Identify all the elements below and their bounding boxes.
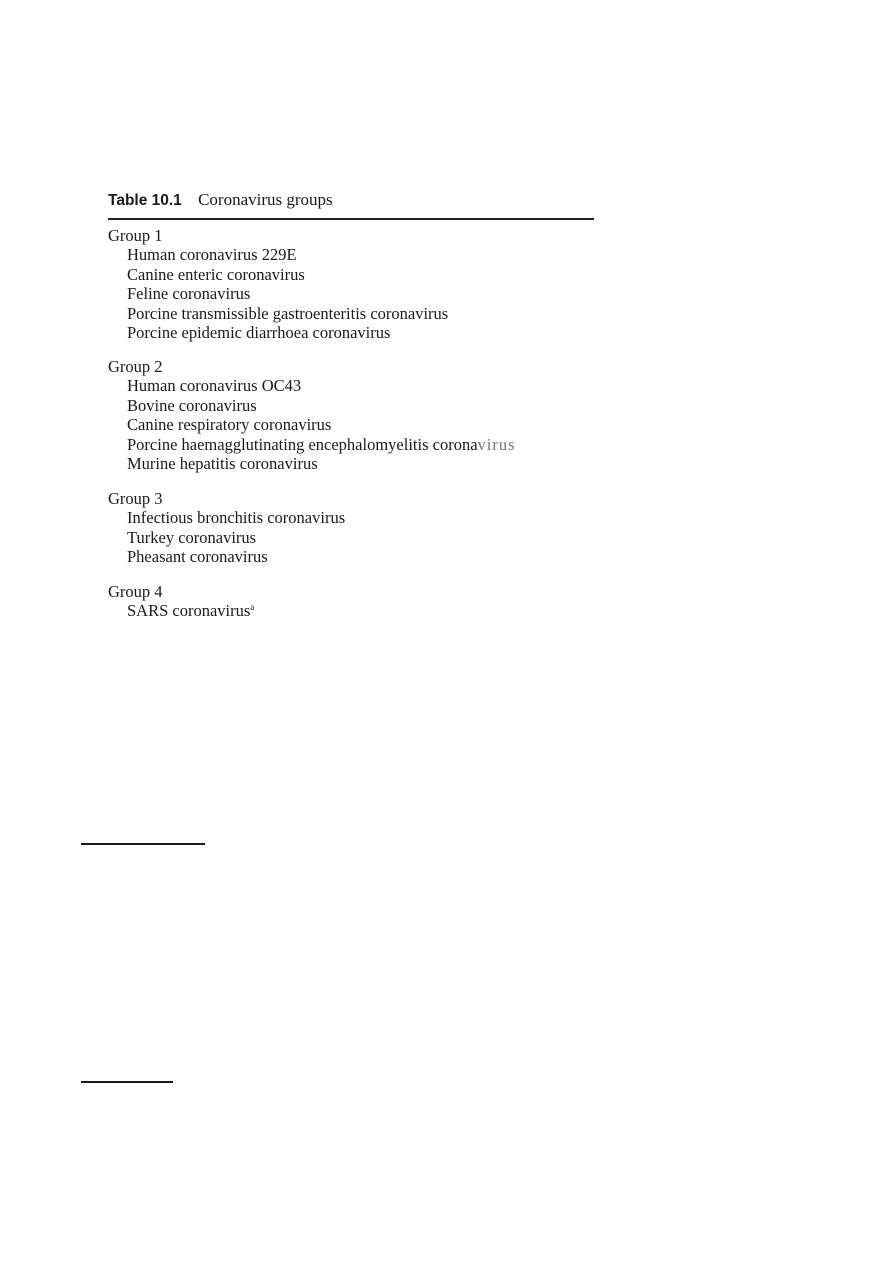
group-item-text: SARS coronavirus bbox=[127, 601, 251, 621]
footnote-rule-1 bbox=[81, 843, 205, 845]
group-item: Pheasant coronavirus bbox=[127, 547, 268, 567]
group-title: Group 4 bbox=[108, 582, 163, 601]
faded-cut-off-text: virus bbox=[477, 434, 516, 454]
group-1 bbox=[108, 226, 448, 342]
group-item: Human coronavirus OC43 bbox=[127, 376, 302, 396]
table-number: Table 10.1 bbox=[108, 192, 182, 209]
group-item: Turkey coronavirus bbox=[127, 527, 257, 547]
scanned-table-image bbox=[100, 180, 594, 628]
group-title: Group 3 bbox=[108, 489, 163, 508]
group-item: Porcine transmissible gastroenteritis coronavirus bbox=[127, 303, 449, 323]
group-item: Porcine epidemic diarrhoea coronavirus bbox=[127, 323, 391, 343]
footnote-marker: a bbox=[250, 602, 255, 613]
group-3 bbox=[108, 489, 345, 567]
group-item: Human coronavirus 229E bbox=[127, 245, 297, 265]
group-2 bbox=[108, 357, 516, 473]
group-title: Group 2 bbox=[108, 357, 163, 376]
group-item: Murine hepatitis coronavirus bbox=[127, 454, 318, 474]
group-item bbox=[108, 601, 254, 620]
table-caption bbox=[108, 190, 333, 210]
group-item: Infectious bronchitis coronavirus bbox=[127, 508, 346, 528]
group-title: Group 1 bbox=[108, 226, 163, 245]
group-item: Canine enteric coronavirus bbox=[127, 264, 305, 284]
group-item: Feline coronavirus bbox=[127, 284, 251, 304]
footnote-rule-2 bbox=[81, 1081, 173, 1083]
group-item: Bovine coronavirus bbox=[127, 395, 257, 415]
group-item: Canine respiratory coronavirus bbox=[127, 415, 332, 435]
table-header-rule bbox=[108, 218, 594, 220]
table-title: Coronavirus groups bbox=[198, 190, 333, 209]
group-4 bbox=[108, 582, 254, 621]
group-item-truncated bbox=[108, 435, 516, 454]
group-item-text: Porcine haemagglutinating encephalomyelitis corona bbox=[127, 434, 478, 454]
